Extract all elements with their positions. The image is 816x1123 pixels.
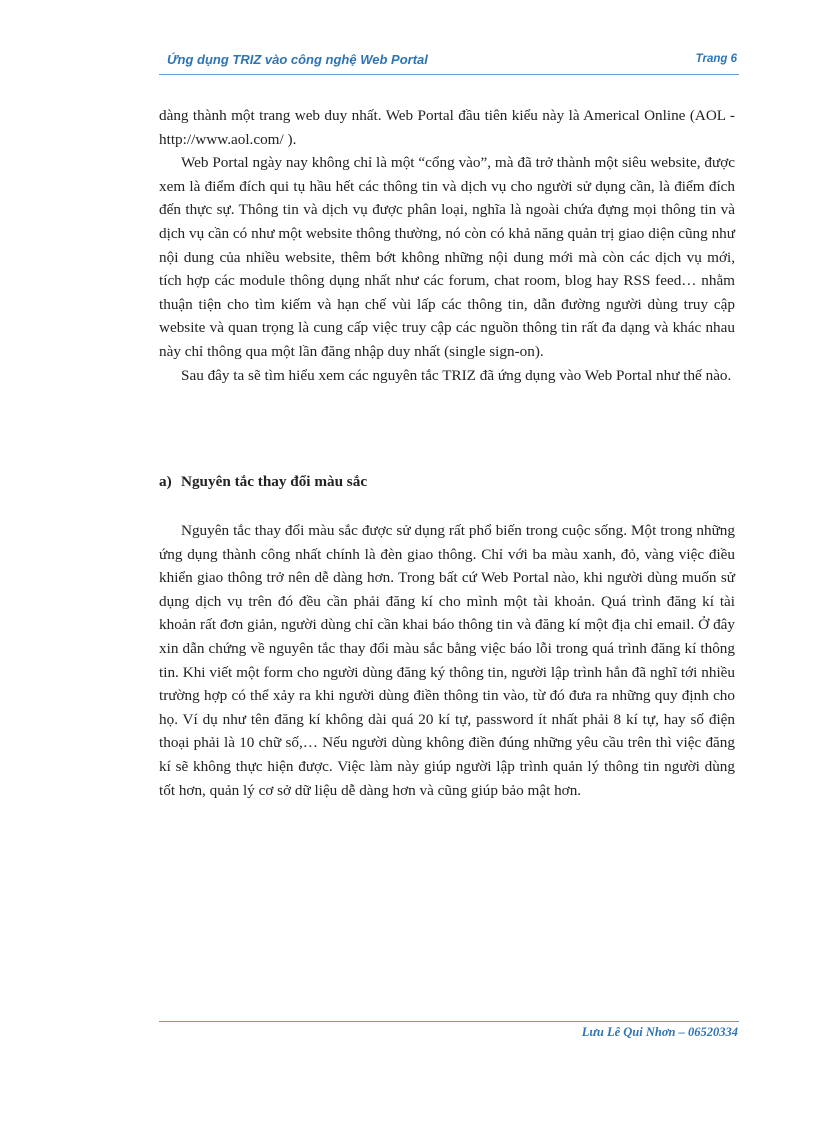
- paragraph-triz-intro: Sau đây ta sẽ tìm hiểu xem các nguyên tắc TRIZ đã ứng dụng vào Web Portal như thế nào.: [181, 366, 732, 384]
- footer-divider: [159, 1021, 739, 1022]
- section-body: [159, 519, 735, 802]
- section-marker: a): [159, 473, 172, 490]
- header-title: Ứng dụng TRIZ vào công nghệ Web Portal: [167, 52, 428, 67]
- page-header: [159, 50, 739, 72]
- paragraph-color-principle: Nguyên tắc thay đổi màu sắc được sử dụng rất phổ biến trong cuộc sống. Một trong những ứng dụng thành công nhất chính là đèn giao thông. Chỉ với ba màu xanh, đỏ, vàng việc điều khiển giao thông trở nên dễ dàng hơn. Trong bất cứ Web Portal nào, khi người dùng muốn sử dụng dịch vụ trên đó đều cần phải đăng kí cho mình một tài khoản. Quá trình đăng kí tài khoản rất đơn giản, người dùng chỉ cần khai báo thông tin và đăng kí một địa chỉ email. Ở đây xin dẫn chứng về nguyên tắc thay đổi màu sắc bằng việc báo lỗi trong quá trình đăng kí thông tin. Khi viết một form cho người dùng đăng ký thông tin, người lập trình hẳn đã nghĩ tới nhiều trường hợp có thể xảy ra khi người dùng điền thông tin vào, từ đó đưa ra những quy định cho họ. Ví dụ như tên đăng kí không dài quá 20 kí tự, password ít nhất phải 8 kí tự, hay số điện thoại phải là 10 chữ số,… Nếu người dùng không điền đúng những yêu cầu trên thì việc đăng kí sẽ không thực hiện được. Việc làm này giúp người lập trình quản lý thông tin người dùng tốt hơn, quản lý cơ sở dữ liệu dễ dàng hơn và cũng giúp bảo mật hơn.: [159, 522, 735, 799]
- footer-author: Lưu Lê Qui Nhơn – 06520334: [581, 1025, 738, 1039]
- body-text: [159, 104, 735, 387]
- header-divider: [159, 74, 739, 75]
- paragraph-continuation: dàng thành một trang web duy nhất. Web Portal đầu tiên kiểu này là Americal Online (AOL - http://www.aol.com/ ).: [159, 107, 735, 148]
- section-title: Nguyên tắc thay đổi màu sắc: [181, 473, 368, 490]
- section-heading: [159, 473, 367, 491]
- header-page-number: Trang 6: [695, 53, 737, 65]
- paragraph-web-portal-today: Web Portal ngày nay không chỉ là một “cổng vào”, mà đã trở thành một siêu website, được xem là điểm đích qui tụ hầu hết các thông tin và dịch vụ cho người sử dụng cần, là điểm đích đến thực sự. Thông tin và dịch vụ được phân loại, nghĩa là ngoài chứa đựng mọi thông tin và dịch vụ cần có như một website thông thường, nó còn có khả năng quản trị giao diện cũng như nội dung của nhiều website, thêm bớt không những nội dung mới mà còn các dịch vụ mới, tích hợp các module thông dụng nhất như các forum, chat room, blog hay RSS feed… nhằm thuận tiện cho tìm kiếm và hạn chế vùi lấp các thông tin, dẫn đường người dùng truy cập website và quan trọng là cung cấp việc truy cập các nguồn thông tin rất đa dạng và khác nhau này chỉ thông qua một lần đăng nhập duy nhất (single sign-on).: [159, 154, 735, 360]
